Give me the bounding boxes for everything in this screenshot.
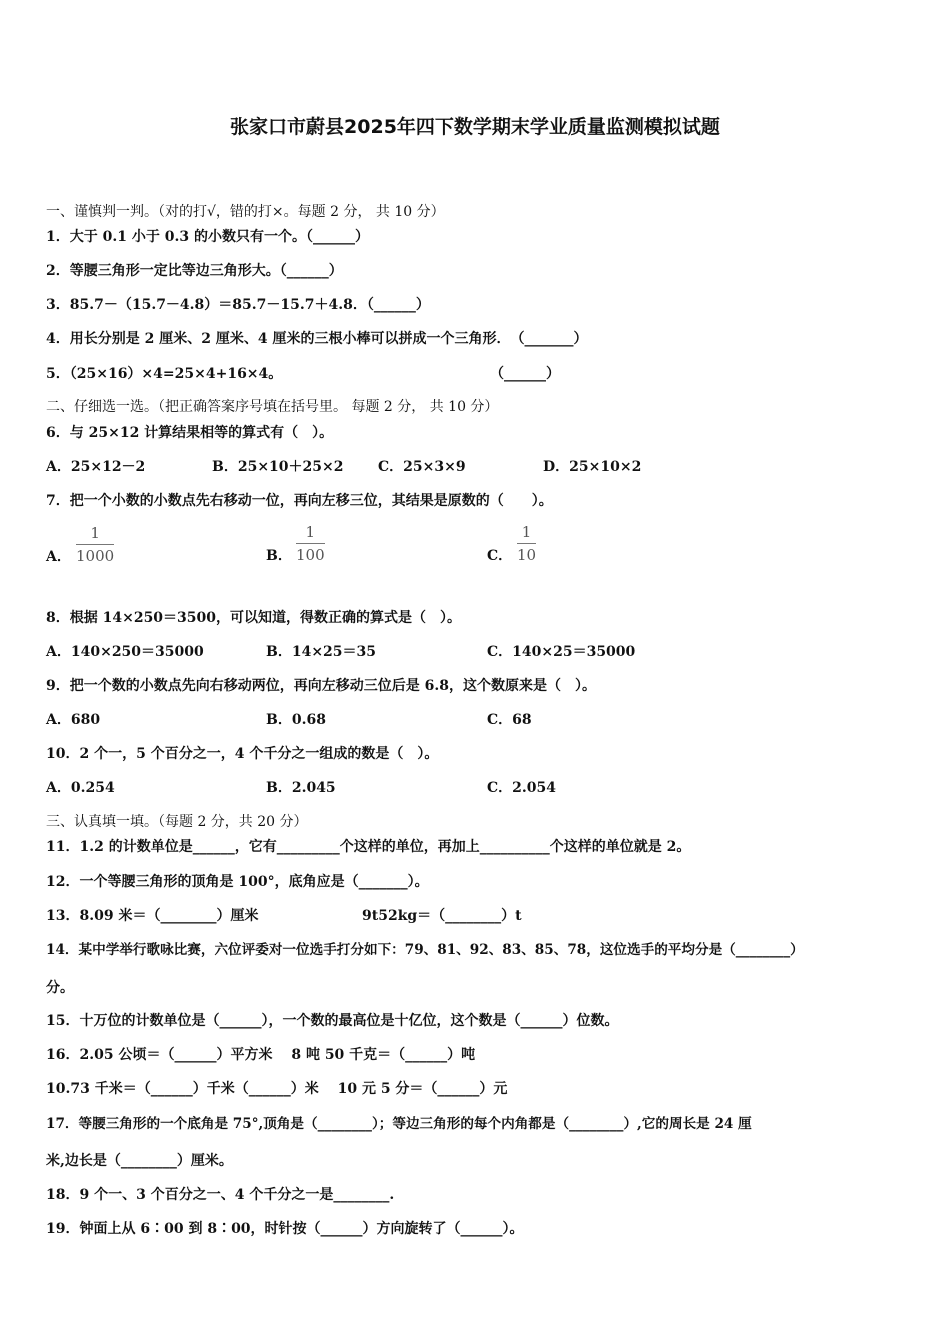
question-13-part-b: 9t52kg＝（________）t xyxy=(362,908,522,924)
fraction-denominator: 100 xyxy=(296,546,325,564)
q10-option-b: B．2.045 xyxy=(266,780,336,796)
question-8: 8．根据 14×250＝3500，可以知道，得数正确的算式是（ ）。 xyxy=(46,610,462,626)
q9-option-b: B．0.68 xyxy=(266,712,326,728)
question-3: 3．85.7－（15.7－4.8）＝85.7－15.7＋4.8．（______） xyxy=(46,297,430,313)
q6-option-b: B．25×10＋25×2 xyxy=(212,459,344,475)
q7-option-a-label: A． xyxy=(46,549,71,565)
question-11: 11．1.2 的计数单位是______，它有_________个这样的单位，再加上__________个这样的单位就是 2。 xyxy=(46,839,691,855)
section-heading-1: 一、谨慎判一判。（对的打√，错的打×。每题 2 分， 共 10 分） xyxy=(46,204,445,220)
q6-option-c: C．25×3×9 xyxy=(378,459,466,475)
question-18: 18．9 个一、3 个百分之一、4 个千分之一是________. xyxy=(46,1187,395,1203)
section-heading-2: 二、仔细选一选。（把正确答案序号填在括号里。 每题 2 分， 共 10 分） xyxy=(46,399,499,415)
fraction-numerator: 1 xyxy=(521,523,532,541)
question-14: 14．某中学举行歌咏比赛，六位评委对一位选手打分如下：79、81、92、83、85、78，这位选手的平均分是（________） xyxy=(46,942,804,958)
question-17-cont: 米,边长是（________）厘米。 xyxy=(46,1153,233,1169)
question-16-line-1: 16．2.05 公顷＝（______）平方米 8 吨 50 千克＝（______）吨 xyxy=(46,1047,476,1063)
fraction xyxy=(517,523,536,564)
question-14-cont: 分。 xyxy=(46,980,74,996)
q10-option-a: A．0.254 xyxy=(46,780,115,796)
question-1: 1．大于 0.1 小于 0.3 的小数只有一个。（______） xyxy=(46,229,369,245)
question-5-blank: （______） xyxy=(490,366,560,382)
fraction xyxy=(296,523,325,564)
q6-option-a: A．25×12－2 xyxy=(46,459,146,475)
question-15: 15．十万位的计数单位是（______），一个数的最高位是十亿位，这个数是（______）位数。 xyxy=(46,1013,619,1029)
fraction-denominator: 10 xyxy=(517,546,537,564)
q8-option-c: C．140×25＝35000 xyxy=(487,644,636,660)
page-title: 张家口市蔚县2025年四下数学期末学业质量监测模拟试题 xyxy=(230,116,720,138)
question-17: 17．等腰三角形的一个底角是 75°,顶角是（________）；等边三角形的每个内角都是（________）,它的周长是 24 厘 xyxy=(46,1116,752,1132)
question-10: 10．2 个一，5 个百分之一，4 个千分之一组成的数是（ ）。 xyxy=(46,746,439,762)
section-heading-3: 三、认真填一填。（每题 2 分，共 20 分） xyxy=(46,814,308,830)
q6-option-d: D．25×10×2 xyxy=(543,459,642,475)
question-9: 9．把一个数的小数点先向右移动两位，再向左移动三位后是 6.8，这个数原来是（ ）。 xyxy=(46,678,596,694)
q7-option-c-label: C． xyxy=(487,548,513,564)
q8-option-b: B．14×25＝35 xyxy=(266,644,377,660)
question-13-part-a: 13．8.09 米＝（________）厘米 xyxy=(46,908,259,924)
q9-option-c: C．68 xyxy=(487,712,532,728)
question-6: 6．与 25×12 计算结果相等的算式有（ ）。 xyxy=(46,425,334,441)
question-2: 2．等腰三角形一定比等边三角形大。（______） xyxy=(46,263,343,279)
question-7: 7．把一个小数的小数点先右移动一位，再向左移三位，其结果是原数的（ ）。 xyxy=(46,493,553,509)
fraction xyxy=(76,524,114,565)
fraction-denominator: 1000 xyxy=(76,547,115,565)
question-4: 4．用长分别是 2 厘米、2 厘米、4 厘米的三根小棒可以拼成一个三角形． （_______） xyxy=(46,331,588,347)
q7-option-b-label: B． xyxy=(266,548,292,564)
question-5: 5．（25×16）×4=25×4+16×4。 xyxy=(46,366,283,382)
q10-option-c: C．2.054 xyxy=(487,780,556,796)
q8-option-a: A．140×250＝35000 xyxy=(46,644,204,660)
question-16-line-2: 10.73 千米＝（______）千米（______）米 10 元 5 分＝（______）元 xyxy=(46,1081,508,1097)
q9-option-a: A．680 xyxy=(46,712,101,728)
fraction-numerator: 1 xyxy=(90,524,100,542)
question-12: 12．一个等腰三角形的顶角是 100°，底角应是（_______）。 xyxy=(46,874,429,890)
question-19: 19．钟面上从 6∶00 到 8∶00，时针按（______）方向旋转了（______）。 xyxy=(46,1221,524,1237)
fraction-numerator: 1 xyxy=(305,523,316,541)
